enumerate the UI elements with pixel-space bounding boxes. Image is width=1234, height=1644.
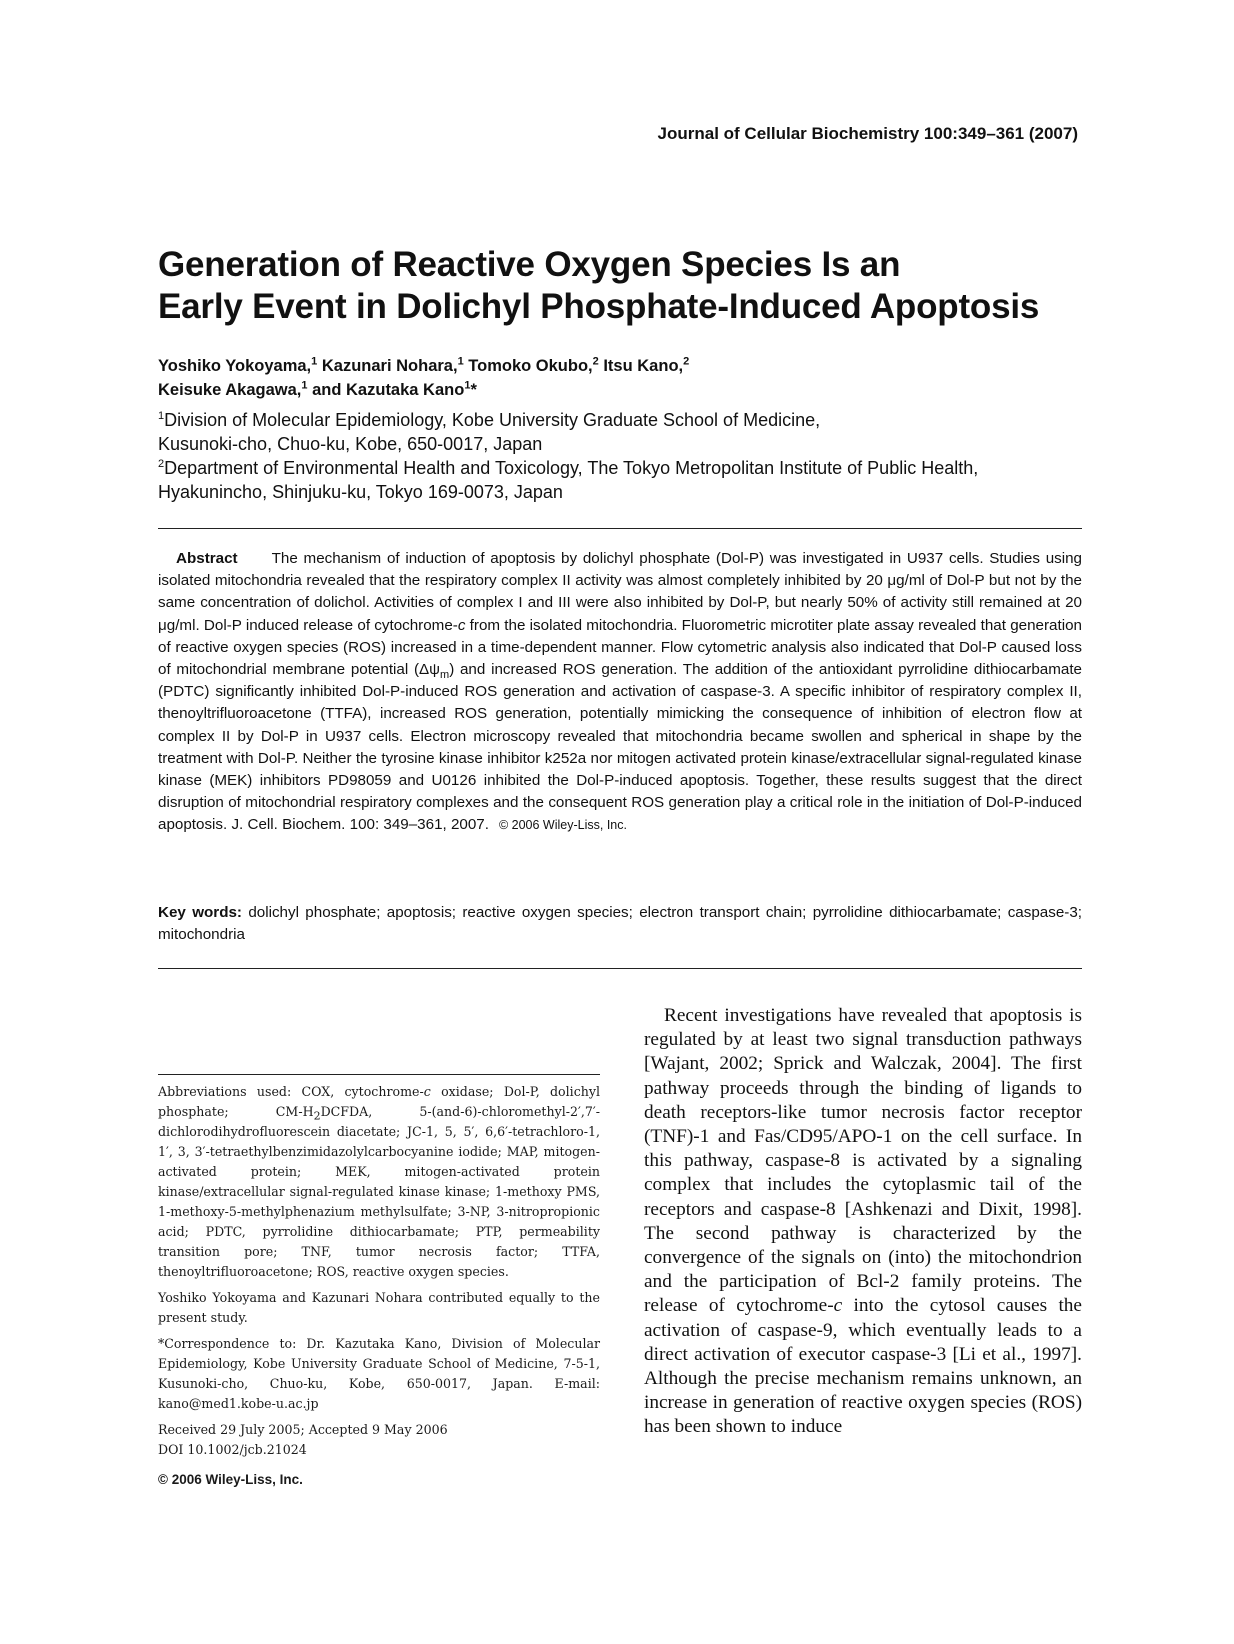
body-italic-c: c [833,1295,843,1317]
abstract-bottom-rule [158,968,1082,969]
abstract-text-3: ) and increased ROS generation. The addition of the antioxidant pyrrolidine dithiocarbamate (PDTC) significantly inhibited Dol-P-induced ROS generation and activation of caspase-3. A specific inhibitor of respiratory complex II, thenoyltrifluoroacetone (TTFA), increased ROS generation, potentially mimicking the consequence of inhibition of electron flow at complex II by Dol-P in U937 cells. Electron microscopy revealed that mitochondria became swollen and spherical in shape by the treatment with Dol-P. Neither the tyrosine kinase inhibitor k252a nor mitogen activated protein kinase/extracellular signal-regulated kinase kinase (MEK) inhibitors PD98059 and U0126 inhibited the Dol-P-induced apoptosis. Together, these results suggest that the direct disruption of mitochondrial respiratory complexes and the consequent ROS generation play a critical role in the initiation of Dol-P-induced apoptosis. J. Cell. Biochem. 100: 349–361, 2007. [158,661,1082,834]
footnote-rule [158,1074,600,1075]
affiliation-1-line-1 [158,408,1098,432]
correspondence-note: *Correspondence to: Dr. Kazutaka Kano, Division of Molecular Epidemiology, Kobe University Graduate School of Medicine, 7-5-1, Kusunoki-cho, Chuo-ku, Kobe, 650-0017, Japan. E-mail: kano@med1.kobe-u.ac.jp [158,1336,600,1411]
abbr-subscript-2: 2 [313,1109,321,1123]
title-line-2: Early Event in Dolichyl Phosphate-Induced Apoptosis [158,287,1040,326]
affiliations [158,408,1098,504]
abbr-italic-c: c [423,1084,431,1099]
abstract-label: Abstract [176,550,238,567]
abbreviations-footnote [158,1082,600,1282]
author-1: Yoshiko Yokoyama, [158,357,312,375]
author-line-1 [158,354,1078,378]
author-line-2 [158,378,1078,402]
journal-reference: Journal of Cellular Biochemistry 100:349–361 (2007) [657,124,1078,143]
author-4-affil: 2 [683,355,690,368]
author-5: Keisuke Akagawa, [158,381,302,399]
abstract-subscript-m: m [440,669,450,682]
affiliation-2-text: Department of Environmental Health and Toxicology, The Tokyo Metropolitan Institute of Public Health, [164,458,979,478]
received-date: Received 29 July 2005; Accepted 9 May 2006 [158,1422,448,1437]
affiliation-2-number: 2 [158,458,165,470]
correspondence-mark: * [470,381,477,399]
keywords-label: Key words: [158,904,242,921]
abbr-text-3: DCFDA, 5-(and-6)-chloromethyl-2′,7′-dichlorodihydrofluorescein diacetate; JC-1, 5, 5′, 6,6′-tetrachloro-1, 1′, 3, 3′-tetraethylbenzimidazolylcarbocyanine iodide; MAP, mitogen-activated protein; MEK, mitogen-activated protein kinase/extracellular signal-regulated kinase kinase; 1-methoxy PMS, 1-methoxy-5-methylphenazium methylsulfate; 3-NP, 3-nitropropionic acid; PDTC, pyrrolidine dithiocarbamate; PTP, permeability transition pore; TNF, tumor necrosis factor; TTFA, thenoyltrifluoroacetone; ROS, reactive oxygen species. [158,1104,600,1279]
affiliation-1-text: Division of Molecular Epidemiology, Kobe University Graduate School of Medicine, [164,410,821,430]
body-paragraph [644,1004,1082,1440]
affiliation-2-line-2: Hyakunincho, Shinjuku-ku, Tokyo 169-0073, Japan [158,482,563,502]
footnotes [158,1082,600,1490]
abstract-copyright: © 2006 Wiley-Liss, Inc. [498,818,627,833]
body-text-1: Recent investigations have revealed that apoptosis is regulated by at least two signal transduction pathways [Wajant, 2002; Sprick and Walczak, 2004]. The first pathway proceeds through the binding of ligands to death receptors-like tumor necrosis factor receptor (TNF)-1 and Fas/CD95/APO-1 on the cell surface. In this pathway, caspase-8 is activated by a signaling complex that includes the cytoplasmic tail of the receptors and caspase-8 [Ashkenazi and Dixit, 1998]. The second pathway is characterized by the convergence of the signals on (into) the mitochondrion and the participation of Bcl-2 family proteins. The release of cytochrome- [644,1005,1082,1317]
abbr-text-2: oxidase; Dol-P, dolichyl phosphate; CM-H [158,1084,600,1119]
article-title [158,244,1118,328]
abstract-text-2: from the isolated mitochondria. Fluorometric microtiter plate assay revealed that generation of reactive oxygen species (ROS) increased in a time-dependent manner. Flow cytometric analysis also indicated that Dol-P caused loss of mitochondrial membrane potential (Δψ [158,616,1082,679]
doi: DOI 10.1002/jcb.21024 [158,1442,307,1457]
author-1-affil: 1 [311,355,318,368]
author-list [158,354,1078,402]
author-5-affil: 1 [301,379,308,392]
abstract-italic-c: c [457,616,466,634]
title-line-1: Generation of Reactive Oxygen Species Is an [158,245,901,284]
affiliation-2-line-1 [158,456,1098,480]
abstract [158,548,1082,837]
body-text-2: into the cytosol causes the activation of caspase-9, which eventually leads to a direct activation of executor caspase-3 [Li et al., 1997]. Although the precise mechanism remains unknown, an increase in generation of reactive oxygen species (ROS) has been shown to induce [644,1295,1082,1438]
author-6: and Kazutaka Kano [307,381,465,399]
abstract-text-1: The mechanism of induction of apoptosis by dolichyl phosphate (Dol-P) was investigated in U937 cells. Studies using isolated mitochondria revealed that the respiratory complex II activity was almost completely inhibited by 20 μg/ml of Dol-P but not by the same concentration of dolichol. Activities of complex I and III were also inhibited by Dol-P, but nearly 50% of activity still remained at 20 μg/ml. Dol-P induced release of cytochrome- [158,550,1082,634]
abbr-text-1: Abbreviations used: COX, cytochrome- [158,1084,424,1099]
author-3: Tomoko Okubo, [463,357,593,375]
author-3-affil: 2 [592,355,599,368]
keywords-text: dolichyl phosphate; apoptosis; reactive oxygen species; electron transport chain; pyrrolidine dithiocarbamate; caspase-3; mitochondria [158,904,1082,944]
footnote-copyright: © 2006 Wiley-Liss, Inc. [158,1472,303,1487]
equal-contribution-note: Yoshiko Yokoyama and Kazunari Nohara contributed equally to the present study. [158,1290,600,1325]
keywords [158,902,1082,946]
author-2-affil: 1 [457,355,464,368]
abstract-top-rule [158,528,1082,529]
author-6-affil: 1 [464,379,471,392]
author-4: Itsu Kano, [598,357,684,375]
affiliation-1-number: 1 [158,410,165,422]
affiliation-1-line-2: Kusunoki-cho, Chuo-ku, Kobe, 650-0017, Japan [158,434,543,454]
author-2: Kazunari Nohara, [317,357,458,375]
